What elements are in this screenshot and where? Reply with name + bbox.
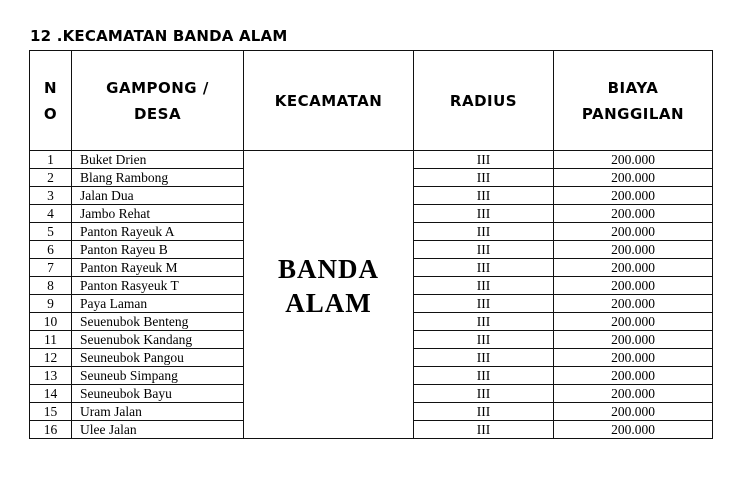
row-no: 1 bbox=[30, 151, 72, 169]
row-biaya: 200.000 bbox=[554, 403, 713, 421]
header-desa bbox=[72, 51, 244, 151]
row-desa: Uram Jalan bbox=[72, 403, 244, 421]
row-biaya: 200.000 bbox=[554, 313, 713, 331]
row-biaya: 200.000 bbox=[554, 169, 713, 187]
row-biaya: 200.000 bbox=[554, 223, 713, 241]
row-biaya: 200.000 bbox=[554, 367, 713, 385]
row-desa: Buket Drien bbox=[72, 151, 244, 169]
row-desa: Jalan Dua bbox=[72, 187, 244, 205]
row-radius: III bbox=[414, 421, 554, 439]
row-radius: III bbox=[414, 349, 554, 367]
kecamatan-name-line1: BANDA bbox=[277, 253, 379, 284]
header-no-line1: N bbox=[43, 78, 58, 97]
row-radius: III bbox=[414, 277, 554, 295]
row-biaya: 200.000 bbox=[554, 259, 713, 277]
row-no: 4 bbox=[30, 205, 72, 223]
row-desa: Panton Rayeuk A bbox=[72, 223, 244, 241]
row-biaya: 200.000 bbox=[554, 241, 713, 259]
row-biaya: 200.000 bbox=[554, 385, 713, 403]
row-desa: Seuneubok Pangou bbox=[72, 349, 244, 367]
row-desa: Panton Rayeu B bbox=[72, 241, 244, 259]
row-radius: III bbox=[414, 169, 554, 187]
row-desa: Seuenubok Benteng bbox=[72, 313, 244, 331]
page-title: 12 .KECAMATAN BANDA ALAM bbox=[30, 27, 288, 45]
header-desa-line1: GAMPONG / bbox=[106, 78, 209, 97]
header-biaya-line2: PANGGILAN bbox=[581, 104, 685, 123]
table-header-row bbox=[30, 51, 713, 151]
row-biaya: 200.000 bbox=[554, 277, 713, 295]
row-no: 11 bbox=[30, 331, 72, 349]
row-no: 16 bbox=[30, 421, 72, 439]
row-no: 5 bbox=[30, 223, 72, 241]
row-no: 10 bbox=[30, 313, 72, 331]
table-row bbox=[30, 151, 713, 169]
row-radius: III bbox=[414, 331, 554, 349]
row-desa: Panton Rasyeuk T bbox=[72, 277, 244, 295]
header-kecamatan: KECAMATAN bbox=[244, 51, 414, 151]
row-desa: Seuneubok Bayu bbox=[72, 385, 244, 403]
row-biaya: 200.000 bbox=[554, 295, 713, 313]
row-no: 13 bbox=[30, 367, 72, 385]
row-desa: Seuneub Simpang bbox=[72, 367, 244, 385]
row-desa: Seuenubok Kandang bbox=[72, 331, 244, 349]
kecamatan-name-line2: ALAM bbox=[285, 287, 372, 318]
row-radius: III bbox=[414, 295, 554, 313]
row-no: 3 bbox=[30, 187, 72, 205]
row-desa: Blang Rambong bbox=[72, 169, 244, 187]
header-biaya-line1: BIAYA bbox=[607, 78, 659, 97]
row-biaya: 200.000 bbox=[554, 151, 713, 169]
row-biaya: 200.000 bbox=[554, 421, 713, 439]
row-radius: III bbox=[414, 385, 554, 403]
header-desa-line2: DESA bbox=[133, 104, 182, 123]
row-desa: Panton Rayeuk M bbox=[72, 259, 244, 277]
row-biaya: 200.000 bbox=[554, 187, 713, 205]
row-no: 15 bbox=[30, 403, 72, 421]
row-desa: Ulee Jalan bbox=[72, 421, 244, 439]
row-no: 7 bbox=[30, 259, 72, 277]
village-table bbox=[29, 50, 713, 439]
row-no: 12 bbox=[30, 349, 72, 367]
header-biaya bbox=[554, 51, 713, 151]
row-desa: Jambo Rehat bbox=[72, 205, 244, 223]
row-no: 8 bbox=[30, 277, 72, 295]
row-no: 2 bbox=[30, 169, 72, 187]
row-radius: III bbox=[414, 367, 554, 385]
header-no bbox=[30, 51, 72, 151]
row-radius: III bbox=[414, 151, 554, 169]
row-desa: Paya Laman bbox=[72, 295, 244, 313]
row-biaya: 200.000 bbox=[554, 205, 713, 223]
row-no: 9 bbox=[30, 295, 72, 313]
row-radius: III bbox=[414, 205, 554, 223]
kecamatan-cell bbox=[244, 151, 414, 439]
row-radius: III bbox=[414, 259, 554, 277]
row-no: 14 bbox=[30, 385, 72, 403]
header-no-line2: O bbox=[43, 104, 58, 123]
row-biaya: 200.000 bbox=[554, 331, 713, 349]
row-radius: III bbox=[414, 313, 554, 331]
row-radius: III bbox=[414, 241, 554, 259]
row-radius: III bbox=[414, 403, 554, 421]
row-radius: III bbox=[414, 187, 554, 205]
row-radius: III bbox=[414, 223, 554, 241]
row-biaya: 200.000 bbox=[554, 349, 713, 367]
row-no: 6 bbox=[30, 241, 72, 259]
header-radius: RADIUS bbox=[414, 51, 554, 151]
